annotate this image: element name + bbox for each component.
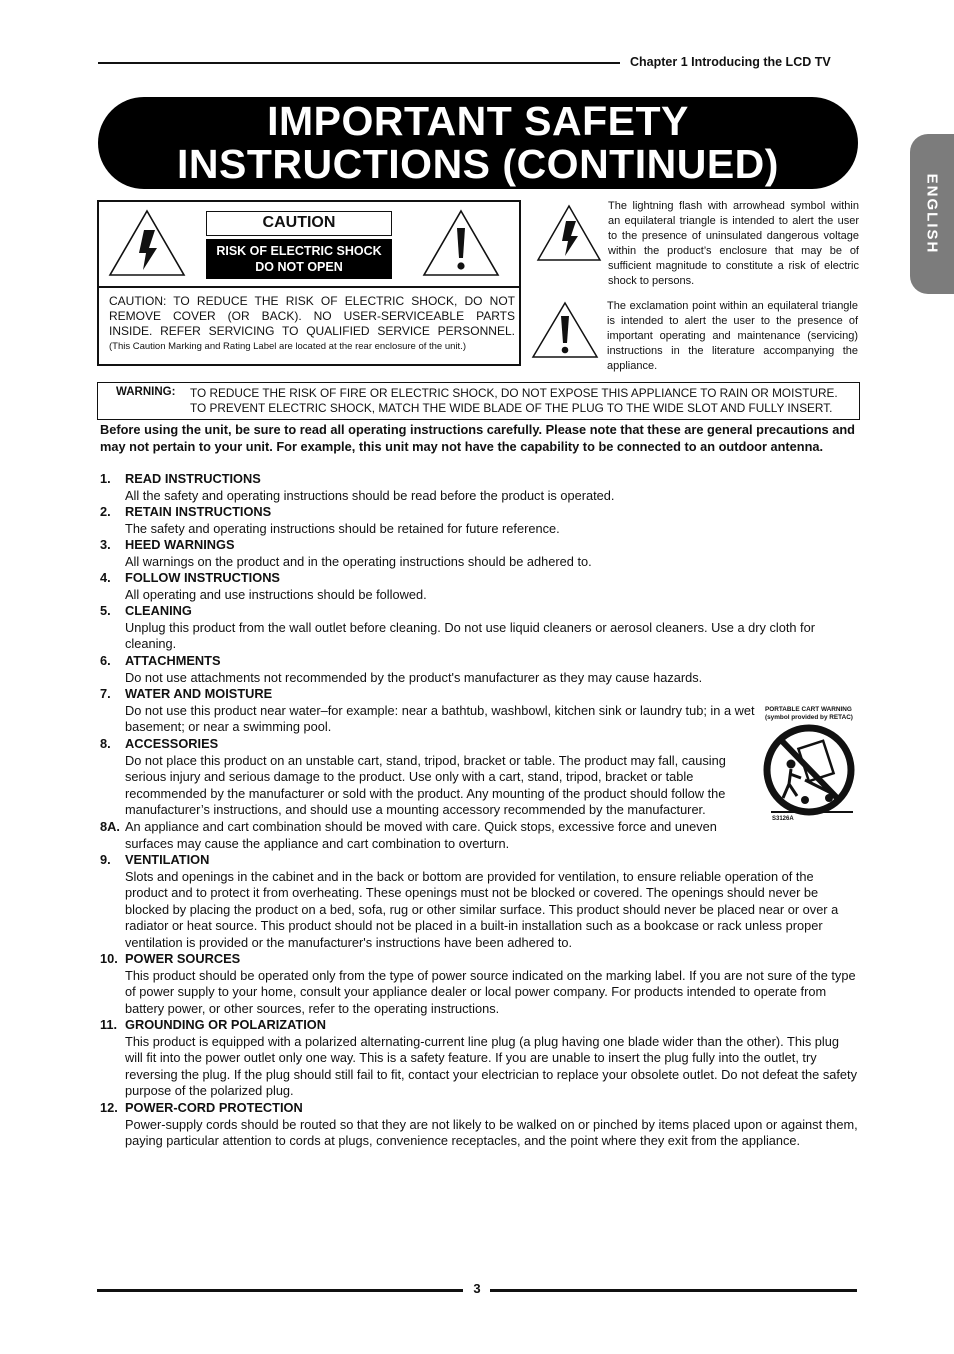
cart-tip-over-warning-icon: [763, 724, 857, 816]
item-heading: WATER AND MOISTURE: [125, 686, 273, 701]
item-heading: READ INSTRUCTIONS: [125, 471, 261, 486]
item-number: 2.: [100, 504, 111, 519]
risk-of-shock-line1: RISK OF ELECTRIC SHOCK: [216, 244, 382, 258]
item-text: This product is equipped with a polarized alternating-current line plug (a plug having one blade wider than the other). This plug will fit into the power outlet only one way. This is a safety feature. If you are unable to insert the plug fully into the outlet, try reversing the plug. If the plug should still fail to fit, contact your electrician to replace your obsolete outlet. Do not defeat the safety purpose of the polarized plug.: [125, 1033, 857, 1098]
caution-label: CAUTION: [206, 211, 392, 236]
lightning-symbol-icon: [536, 204, 602, 262]
item-text: An appliance and cart combination should be moved with care. Quick stops, excessive force and uneven surfaces may cause the appliance and cart combination to overturn.: [125, 819, 717, 851]
page-title-line2: INSTRUCTIONS (CONTINUED): [177, 141, 779, 187]
page-title-line1: IMPORTANT SAFETY: [267, 98, 689, 144]
caution-text-line: CAUTION: TO REDUCE THE RISK OF ELECTRIC SHOCK, DO NOT: [109, 294, 515, 308]
item-heading: ACCESSORIES: [125, 736, 219, 751]
warning-box: [97, 382, 860, 420]
cart-warning-code: S3126A: [772, 816, 794, 822]
item-number: 8A.: [100, 819, 120, 834]
caution-text-line: INSIDE. REFER SERVICING TO QUALIFIED SERVICE PERSONNEL.: [109, 324, 515, 338]
warning-line: TO PREVENT ELECTRIC SHOCK, MATCH THE WIDE BLADE OF THE PLUG TO THE WIDE SLOT AND FULLY INSERT.: [190, 401, 833, 415]
item-heading: RETAIN INSTRUCTIONS: [125, 504, 272, 519]
warning-label: WARNING:: [116, 386, 176, 398]
item-number: 3.: [100, 537, 111, 552]
cart-warning-title-line: PORTABLE CART WARNING: [765, 706, 852, 713]
language-tab-label: ENGLISH: [923, 173, 941, 255]
chapter-title: Chapter 1 Introducing the LCD TV: [630, 55, 831, 69]
item-heading: POWER SOURCES: [125, 951, 241, 966]
item-number: 9.: [100, 852, 111, 867]
item-text: All operating and use instructions should be followed.: [125, 586, 427, 602]
risk-of-shock-label: [206, 239, 392, 279]
item-text: All the safety and operating instructions should be read before the product is operated.: [125, 487, 615, 503]
page-title-banner: [98, 97, 858, 189]
lightning-warning-icon: [107, 208, 187, 278]
caution-text: [109, 294, 515, 339]
item-text: Do not place this product on an unstable cart, stand, tripod, bracket or table. The product may fall, causing serious injury and serious damage to the product. Use only with a cart, stand, tripod, bracket or table recommended by the manufacturer or sold with the product. Any mounting of the product should follow the manufacturer’s instructions, and should use a mounting accessory recommended by the manufacturer.: [125, 752, 726, 817]
lightning-symbol-explanation: The lightning flash with arrowhead symbol within an equilateral triangle is intended to alert the user to the presence of uninsulated dangerous voltage within the product’s enclosure that may be of sufficient magnitude to constitute a risk of electric shock to persons.: [608, 200, 859, 287]
language-tab: [910, 134, 954, 294]
item-text: The safety and operating instructions should be retained for future reference.: [125, 520, 560, 536]
item-number: 11.: [100, 1017, 118, 1032]
warning-text: [190, 386, 838, 416]
item-heading: VENTILATION: [125, 852, 210, 867]
item-heading: GROUNDING OR POLARIZATION: [125, 1017, 326, 1032]
caution-text-line: REMOVE COVER (OR BACK). NO USER-SERVICEABLE PARTS: [109, 309, 515, 323]
footer-rule-left: [97, 1289, 463, 1292]
exclamation-symbol-explanation: The exclamation point within an equilateral triangle is intended to alert the user to the presence of important operating and maintenance (servicing) instructions in the literature accompanying the appliance.: [607, 300, 858, 372]
header-rule: [98, 62, 620, 64]
item-text: Do not use this product near water–for example: near a bathtub, washbowl, kitchen sink or laundry tub; in a wet basement; or near a swimming pool.: [125, 702, 755, 734]
cart-warning-subtitle: (symbol provided by RETAC): [765, 714, 853, 721]
item-heading: POWER-CORD PROTECTION: [125, 1100, 303, 1115]
item-number: 1.: [100, 471, 111, 486]
item-number: 10.: [100, 951, 118, 966]
item-heading: CLEANING: [125, 603, 192, 618]
item-text: Slots and openings in the cabinet and in the back or bottom are provided for ventilation, to ensure reliable operation of the product and to protect it from overheating. These openings must not be blocked or covered. The openings should never be blocked by placing the product on a bed, sofa, rug or other similar surface. This product should never be placed near or over a radiator or heat source. This product should not be placed in a built-in installation such as a bookcase or rack unless proper ventilation is provided or the manufacturer's instructions have been adhered to.: [125, 868, 839, 950]
caution-label-location-note: (This Caution Marking and Rating Label are located at the rear enclosure of the unit.): [109, 341, 466, 352]
item-heading: FOLLOW INSTRUCTIONS: [125, 570, 280, 585]
risk-of-shock-line2: DO NOT OPEN: [255, 260, 343, 274]
cart-warning-title: [765, 706, 853, 722]
item-text: Power-supply cords should be routed so that they are not likely to be walked on or pinched by items placed upon or against them, paying particular attention to cords at plugs, convenience receptacles, and the point where they exit from the appliance.: [125, 1116, 858, 1148]
exclamation-warning-icon: [421, 208, 501, 278]
item-number: 7.: [100, 686, 111, 701]
page-number: 3: [473, 1281, 481, 1296]
item-text: Do not use attachments not recommended by the product's manufacturer as they may cause hazards.: [125, 669, 703, 685]
caution-box: [97, 200, 521, 366]
item-heading: HEED WARNINGS: [125, 537, 235, 552]
item-text: This product should be operated only from the type of power source indicated on the marking label. If you are not sure of the type of power supply to your home, consult your appliance dealer or local power company. For products intended to operate from battery power, or other sources, refer to the operating instructions.: [125, 967, 856, 1016]
item-heading: ATTACHMENTS: [125, 653, 221, 668]
warning-line: TO REDUCE THE RISK OF FIRE OR ELECTRIC SHOCK, DO NOT EXPOSE THIS APPLIANCE TO RAIN OR MOISTURE.: [190, 386, 838, 400]
item-number: 5.: [100, 603, 111, 618]
item-text: Unplug this product from the wall outlet before cleaning. Do not use liquid cleaners or aerosol cleaners. Use a dry cloth for cleaning.: [125, 619, 815, 651]
exclamation-symbol-icon: [531, 301, 599, 359]
item-number: 12.: [100, 1100, 118, 1115]
caution-divider: [99, 286, 519, 288]
footer-rule-right: [490, 1289, 857, 1292]
item-text: All warnings on the product and in the operating instructions should be adhered to.: [125, 553, 592, 569]
item-number: 8.: [100, 736, 111, 751]
item-number: 6.: [100, 653, 111, 668]
intro-paragraph: Before using the unit, be sure to read all operating instructions carefully. Please note that these are general precautions and may not pertain to your unit. For example, this unit may not have the capability to be connected to an outdoor antenna.: [100, 422, 855, 454]
item-number: 4.: [100, 570, 111, 585]
